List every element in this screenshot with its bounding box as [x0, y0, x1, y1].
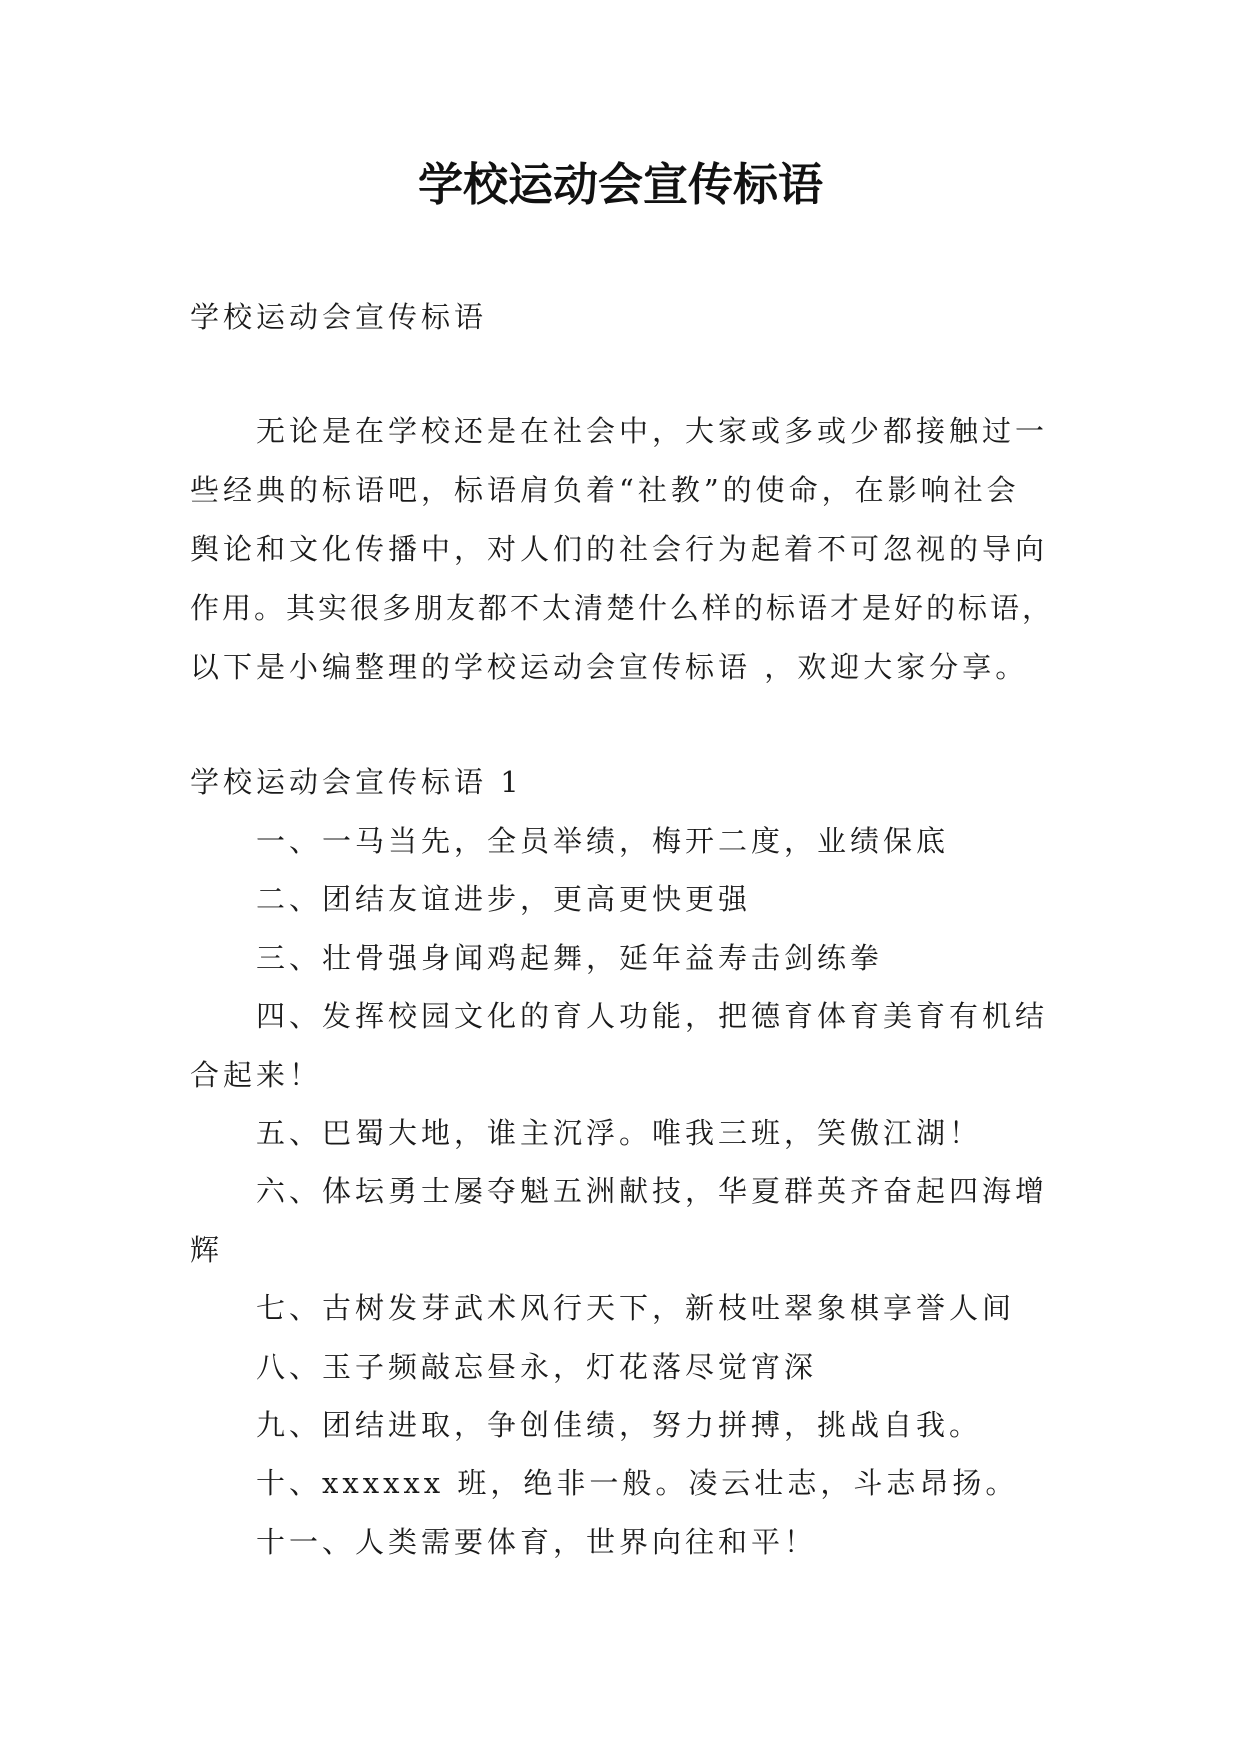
slogan-item: 一、一马当先，全员举绩，梅开二度，业绩保底	[256, 824, 950, 858]
page-title: 学校运动会宣传标语	[417, 158, 823, 211]
slogan-item: 五、巴蜀大地，谁主沉浮。唯我三班，笑傲江湖！	[256, 1116, 983, 1151]
slogan-list	[190, 812, 1053, 1571]
intro-line: 舆论和文化传播中，对人们的社会行为起着不可忽视的导向	[190, 532, 1049, 566]
intro-line: 作用。其实很多朋友都不太清楚什么样的标语才是好的标语，	[190, 591, 1055, 625]
intro-line: 无论是在学校还是在社会中，大家或多或少都接触过一	[256, 414, 1049, 448]
slogan-item: 八、玉子频敲忘昼永，灯花落尽觉宵深	[256, 1349, 818, 1384]
intro-line: 些经典的标语吧，标语肩负着“社教”的使命，在影响社会	[190, 473, 1020, 507]
intro-line: 以下是小编整理的学校运动会宣传标语 ，欢迎大家分享。	[190, 650, 1029, 684]
slogan-item: 六、体坛勇士屡夺魁五洲献技，华夏群英齐奋起四海增辉	[190, 1174, 1049, 1267]
slogan-item: 九、团结进取，争创佳绩，努力拼搏，挑战自我。	[256, 1408, 983, 1443]
slogan-item: 十一、人类需要体育，世界向往和平！	[256, 1524, 818, 1559]
intro-paragraph	[190, 402, 1053, 697]
slogan-item: 十、xxxxxx 班，绝非一般。凌云壮志，斗志昂扬。	[256, 1466, 1019, 1501]
slogan-item: 七、古树发芽武术风行天下，新枝吐翠象棋享誉人间	[256, 1291, 1016, 1326]
slogan-item: 三、壮骨强身闻鸡起舞，延年益寿击剑练拳	[256, 940, 884, 975]
section-heading: 学校运动会宣传标语 1	[190, 765, 523, 799]
slogan-item: 四、发挥校园文化的育人功能，把德育体育美育有机结合起来！	[190, 999, 1049, 1092]
document-subtitle: 学校运动会宣传标语	[190, 300, 488, 334]
slogan-item: 二、团结友谊进步，更高更快更强	[256, 882, 752, 917]
